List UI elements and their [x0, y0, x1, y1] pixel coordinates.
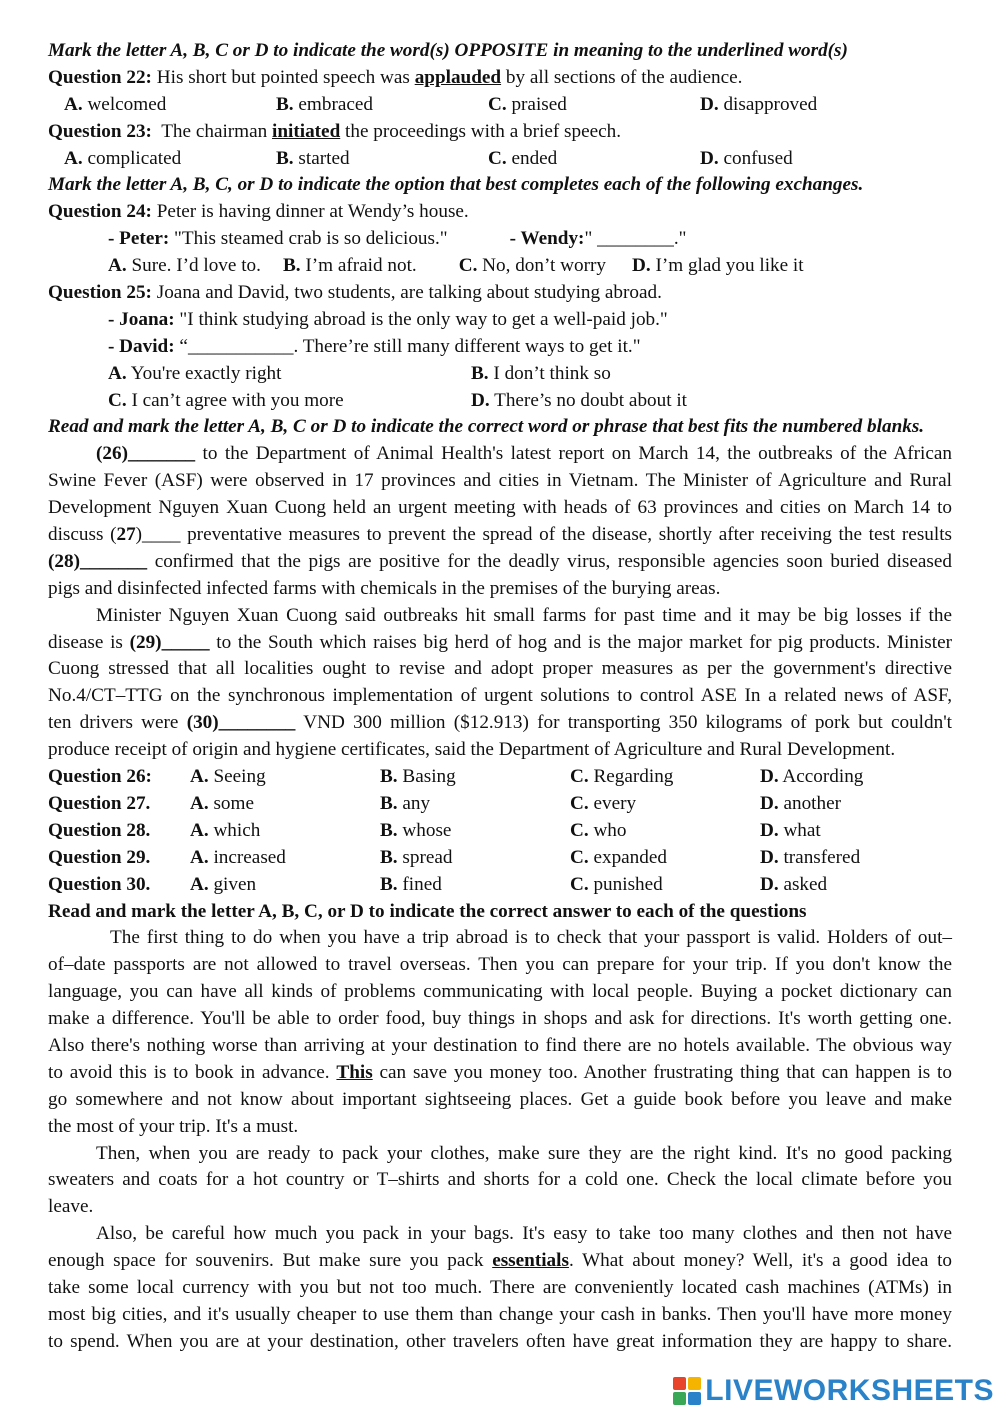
question-25: Question 25: Joana and David, two students, are talking about studying abroad. [48, 282, 662, 304]
text-line: Also, be careful how much you pack in your bags. It's easy to take too many clothes and then not have [96, 1223, 952, 1245]
text-line: to spend. When you are at your destination, other travelers often have great information they are happy to share. [48, 1330, 952, 1352]
reading-paragraph-1 [48, 925, 952, 1140]
logo-text: LIVEWORKSHEETS [705, 1374, 994, 1407]
option-d[interactable]: D. transfered [760, 846, 861, 868]
option-d[interactable]: D. another [760, 792, 841, 814]
text-line: to avoid this is to book in advance. This can save you money too. Another frustrating thing that can happen is to [48, 1061, 952, 1083]
text-line: Also there's nothing worse than arriving at your destination to find there are no hotels available. The obvious way [48, 1034, 952, 1056]
option-b[interactable]: B. I don’t think so [471, 362, 611, 384]
option-a[interactable]: A. You're exactly right [108, 362, 282, 384]
text-line: ten drivers were (30)________ VND 300 million ($12.913) for transporting 350 kilograms of pork but couldn't [48, 712, 952, 734]
reading-paragraph-3 [48, 1221, 952, 1355]
option-a[interactable]: A. Sure. I’d love to. [108, 255, 261, 277]
option-c[interactable]: C. Regarding [570, 766, 674, 788]
option-b[interactable]: B. Basing [380, 766, 456, 788]
worksheet-page [48, 38, 952, 1356]
text-line: leave. [48, 1196, 94, 1218]
question-25-line-david: - David: “___________. There’re still many different ways to get it." [108, 335, 641, 357]
question-28-row: Question 28. A. which B. whose C. who D. what [48, 818, 952, 845]
cloze-questions [48, 764, 952, 898]
reading-paragraph-2 [48, 1141, 952, 1222]
text-line: Development Nguyen Xuan Cuong held an urgent meeting with heads of 63 provinces and cities on March 14 to [48, 497, 952, 519]
option-b[interactable]: B. embraced [276, 93, 373, 115]
question-22: Question 22: His short but pointed speech was applauded by all sections of the audience. [48, 66, 743, 88]
option-a[interactable]: A. welcomed [64, 93, 167, 115]
question-24-dialogue: - Peter: "This steamed crab is so delicious." - Wendy:" ________." [108, 228, 687, 250]
logo-square [673, 1377, 686, 1390]
cloze-paragraph-2 [48, 603, 952, 764]
option-a[interactable]: A. Seeing [190, 766, 266, 788]
option-c[interactable]: C. I can’t agree with you more [108, 389, 344, 411]
text-line: The first thing to do when you have a trip abroad is to check that your passport is valid. Holders of out– [110, 927, 952, 949]
option-b[interactable]: B. whose [380, 819, 452, 841]
text-line: go somewhere and not know about important sightseeing places. Get a guide book before you leave and make [48, 1088, 952, 1110]
text-line: most big cities, and it's usually cheaper to use them than change your cash in banks. Then you'll have more money [48, 1303, 952, 1325]
option-d[interactable]: D. asked [760, 873, 828, 895]
option-a[interactable]: A. given [190, 873, 257, 895]
option-c[interactable]: C. who [570, 819, 627, 841]
option-c[interactable]: C. ended [488, 147, 558, 169]
text-line: sweaters and coats for a hot country or T–shirts and shorts for a cold one. Check the local climate before you [48, 1169, 952, 1191]
logo-square [688, 1392, 701, 1405]
option-d[interactable]: D. disapproved [700, 93, 818, 115]
option-b[interactable]: B. I’m afraid not. [282, 255, 417, 277]
section-instruction-exchanges: Mark the letter A, B, C, or D to indicate the option that best completes each of the following exchanges. [48, 174, 864, 196]
text-line: disease is (29)_____ to the South which raises big herd of hog and is the major market for pig products. Minister [48, 631, 952, 653]
text-line: of–date passports are not allowed to travel overseas. Then you can prepare for your trip. If you don't know the [48, 954, 952, 976]
text-line: take some local currency with you but not too much. There are conveniently located cash machines (ATMs) in [48, 1276, 952, 1298]
logo-mark-icon [673, 1377, 701, 1405]
section-instruction-cloze: Read and mark the letter A, B, C or D to indicate the correct word or phrase that best fits the numbered blanks. [48, 416, 925, 438]
option-c[interactable]: C. praised [488, 93, 567, 115]
option-a[interactable]: A. complicated [64, 147, 182, 169]
question-25-options-cd [48, 388, 952, 415]
text-line: No.4/CT–TTG on the synchronous implementation of urgent solutions to control ASE In a related news of ASF, [48, 685, 952, 707]
option-b[interactable]: B. any [380, 792, 431, 814]
text-line: language, you can have all kinds of problems communicating with local people. Buying a pocket dictionary can [48, 981, 952, 1003]
option-b[interactable]: B. started [276, 147, 350, 169]
text-line: (28)_______ confirmed that the pigs are positive for the deadly virus, responsible agencies soon buried diseased [48, 550, 952, 572]
question-25-line-joana: - Joana: "I think studying abroad is the only way to get a well-paid job." [108, 308, 668, 330]
question-29-row: Question 29. A. increased B. spread C. expanded D. transfered [48, 845, 952, 872]
question-27-row: Question 27. A. some B. any C. every D. another [48, 791, 952, 818]
option-d[interactable]: D. I’m glad you like it [632, 255, 804, 277]
text-line: enough space for souvenirs. But make sure you pack essentials. What about money? Well, it's a good idea to [48, 1250, 952, 1272]
cloze-paragraph-1 [48, 441, 952, 602]
option-a[interactable]: A. increased [190, 846, 286, 868]
text-line: produce receipt of origin and hygiene certificates, said the Department of Agriculture and Rural Development. [48, 739, 896, 761]
text-line: pigs and disinfected infected farms with chemicals in the premises of the burying areas. [48, 577, 721, 599]
option-c[interactable]: C. No, don’t worry [458, 255, 606, 277]
section-instruction-opposite: Mark the letter A, B, C or D to indicate the word(s) OPPOSITE in meaning to the underlined word(s) [48, 40, 848, 61]
question-22-options [48, 92, 952, 119]
text-line: Swine Fever (ASF) were observed in 17 provinces and cities in Vietnam. The Minister of Agriculture and Rural [48, 470, 952, 492]
text-line: the most of your trip. It's a must. [48, 1115, 299, 1137]
question-23: Question 23: The chairman initiated the proceedings with a brief speech. [48, 120, 622, 142]
option-b[interactable]: B. fined [380, 873, 442, 895]
option-c[interactable]: C. expanded [570, 846, 667, 868]
option-d[interactable]: D. what [760, 819, 821, 841]
option-d[interactable]: D. There’s no doubt about it [471, 389, 688, 411]
liveworksheets-logo [673, 1373, 994, 1409]
logo-square [688, 1377, 701, 1390]
question-25-options-ab [48, 361, 952, 388]
logo-square [673, 1392, 686, 1405]
text-line: (26)_______ to the Department of Animal Health's latest report on March 14, the outbreaks of the African [96, 443, 952, 465]
option-c[interactable]: C. punished [570, 873, 663, 895]
option-c[interactable]: C. every [570, 792, 637, 814]
question-26-row: Question 26: A. Seeing B. Basing C. Regarding D. According [48, 764, 952, 791]
option-a[interactable]: A. which [190, 819, 261, 841]
option-a[interactable]: A. some [190, 792, 254, 814]
question-24: Question 24: Peter is having dinner at Wendy’s house. [48, 201, 469, 223]
option-d[interactable]: D. confused [700, 147, 793, 169]
option-d[interactable]: D. According [760, 766, 864, 788]
text-line: Cuong stressed that all localities ought to revise and adopt proper measures as per the government's directive [48, 658, 952, 680]
text-line: Minister Nguyen Xuan Cuong said outbreaks hit small farms for past time and it may be big losses if the [96, 604, 952, 626]
option-b[interactable]: B. spread [380, 846, 453, 868]
text-line: Then, when you are ready to pack your clothes, make sure they are the right kind. It's no good packing [96, 1142, 952, 1164]
section-instruction-reading: Read and mark the letter A, B, C, or D to indicate the correct answer to each of the questions [48, 900, 807, 922]
question-30-row: Question 30. A. given B. fined C. punished D. asked [48, 872, 952, 899]
question-24-options [48, 253, 952, 280]
question-23-options [48, 146, 952, 173]
text-line: discuss (27)____ preventative measures to prevent the spread of the disease, shortly after receiving the test results [48, 524, 953, 546]
text-line: make a difference. You'll be able to order food, buy things in shops and ask for directions. It's worth getting one. [48, 1008, 952, 1030]
